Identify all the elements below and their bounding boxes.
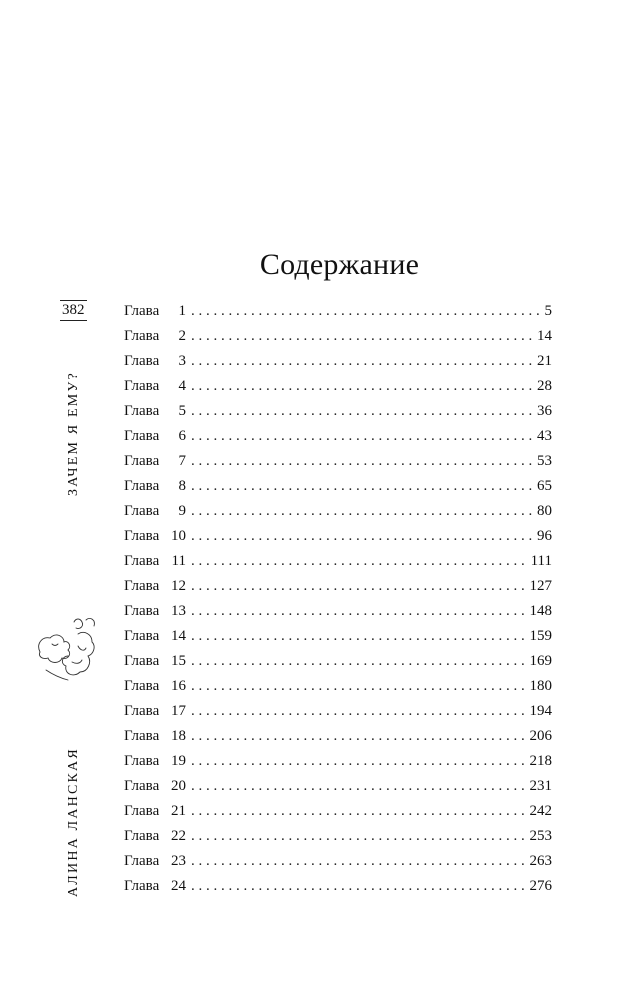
toc-chapter-number: 24	[171, 878, 186, 894]
toc-chapter-word: Глава	[124, 478, 160, 494]
toc-page-number: 263	[529, 853, 552, 869]
toc-leader-dots	[191, 803, 527, 820]
toc-entry	[124, 603, 552, 628]
toc-entry	[124, 553, 552, 578]
toc-entry	[124, 803, 552, 828]
toc-chapter-word: Глава	[124, 878, 160, 894]
toc-entry-label	[124, 528, 186, 545]
toc-chapter-word: Глава	[124, 578, 160, 594]
toc-entry-label	[124, 478, 186, 495]
toc-chapter-word: Глава	[124, 328, 160, 344]
toc-chapter-word: Глава	[124, 753, 160, 769]
toc-chapter-word: Глава	[124, 503, 160, 519]
toc-chapter-word: Глава	[124, 453, 160, 469]
toc-chapter-number: 6	[178, 428, 186, 444]
toc-leader-dots	[191, 603, 527, 620]
toc-leader-dots	[191, 578, 527, 595]
toc-chapter-word: Глава	[124, 803, 160, 819]
toc-chapter-word: Глава	[124, 678, 160, 694]
toc-entry	[124, 403, 552, 428]
toc-page-number: 36	[537, 403, 552, 419]
toc-entry-label	[124, 578, 186, 595]
toc-page-number: 242	[529, 803, 552, 819]
toc-chapter-word: Глава	[124, 378, 160, 394]
toc-entry	[124, 728, 552, 753]
toc-entry	[124, 753, 552, 778]
toc-page-number: 253	[529, 828, 552, 844]
toc-chapter-number: 14	[171, 628, 186, 644]
toc-leader-dots	[191, 778, 527, 795]
toc-leader-dots	[191, 628, 527, 645]
toc-chapter-word: Глава	[124, 628, 160, 644]
toc-entry-label	[124, 853, 186, 870]
toc-entry-label	[124, 778, 186, 795]
toc-chapter-word: Глава	[124, 353, 160, 369]
toc-leader-dots	[191, 703, 527, 720]
toc-chapter-number: 9	[178, 503, 186, 519]
toc-entry-label	[124, 628, 186, 645]
toc-entry	[124, 703, 552, 728]
toc-chapter-number: 18	[171, 728, 186, 744]
toc-entry	[124, 878, 552, 903]
toc-entry	[124, 628, 552, 653]
toc-leader-dots	[191, 553, 528, 570]
toc-entry	[124, 478, 552, 503]
toc-entry-label	[124, 303, 186, 320]
toc-page-number: 148	[529, 603, 552, 619]
toc-chapter-word: Глава	[124, 303, 160, 319]
toc-chapter-number: 8	[178, 478, 186, 494]
toc-page-number: 276	[529, 878, 552, 894]
toc-leader-dots	[191, 403, 534, 420]
toc-page-number: 53	[537, 453, 552, 469]
toc-chapter-word: Глава	[124, 428, 160, 444]
toc-page-number: 43	[537, 428, 552, 444]
toc-entry-label	[124, 603, 186, 620]
toc-leader-dots	[191, 503, 534, 520]
toc-page-number: 111	[530, 553, 552, 569]
toc-page-number: 80	[537, 503, 552, 519]
toc-entry	[124, 528, 552, 553]
toc-entry-label	[124, 353, 186, 370]
toc-page-number: 218	[529, 753, 552, 769]
toc-entry	[124, 653, 552, 678]
toc-entry	[124, 428, 552, 453]
toc-chapter-number: 16	[171, 678, 186, 694]
toc-entry-label	[124, 753, 186, 770]
toc-leader-dots	[191, 728, 527, 745]
toc-chapter-word: Глава	[124, 653, 160, 669]
toc-entry	[124, 778, 552, 803]
toc-entry-label	[124, 428, 186, 445]
toc-entry	[124, 503, 552, 528]
toc-chapter-number: 3	[178, 353, 186, 369]
toc-chapter-number: 10	[171, 528, 186, 544]
toc-chapter-number: 19	[171, 753, 186, 769]
running-title-author: АЛИНА ЛАНСКАЯ	[66, 747, 81, 897]
toc-leader-dots	[191, 378, 534, 395]
toc-entry-label	[124, 878, 186, 895]
toc-chapter-number: 1	[178, 303, 186, 319]
toc-chapter-number: 22	[171, 828, 186, 844]
toc-entry	[124, 678, 552, 703]
toc-page-number: 21	[537, 353, 552, 369]
toc-entry-label	[124, 403, 186, 420]
toc-entry-label	[124, 678, 186, 695]
toc-chapter-word: Глава	[124, 778, 160, 794]
toc-page-number: 180	[529, 678, 552, 694]
toc-entry-label	[124, 653, 186, 670]
toc-chapter-number: 17	[171, 703, 186, 719]
toc-chapter-number: 20	[171, 778, 186, 794]
toc-chapter-word: Глава	[124, 828, 160, 844]
toc-entry-label	[124, 553, 186, 570]
toc-entry-label	[124, 378, 186, 395]
toc-page-number: 5	[544, 303, 552, 319]
running-title-book: ЗАЧЕМ Я ЕМУ?	[66, 371, 81, 496]
toc-leader-dots	[191, 828, 527, 845]
toc-leader-dots	[191, 353, 534, 370]
toc-entry-label	[124, 703, 186, 720]
toc-chapter-word: Глава	[124, 728, 160, 744]
toc-chapter-word: Глава	[124, 603, 160, 619]
toc-leader-dots	[191, 328, 534, 345]
toc-entry-label	[124, 728, 186, 745]
toc-chapter-word: Глава	[124, 553, 160, 569]
toc-chapter-number: 23	[171, 853, 186, 869]
toc-page-number: 159	[529, 628, 552, 644]
table-of-contents	[124, 303, 552, 903]
toc-page-number: 206	[529, 728, 552, 744]
toc-chapter-word: Глава	[124, 403, 160, 419]
toc-page-number: 65	[537, 478, 552, 494]
toc-leader-dots	[191, 528, 534, 545]
toc-entry-label	[124, 453, 186, 470]
toc-page-number: 231	[529, 778, 552, 794]
ornament-illustration	[34, 612, 104, 688]
toc-chapter-word: Глава	[124, 528, 160, 544]
toc-entry	[124, 328, 552, 353]
toc-chapter-number: 11	[171, 553, 186, 569]
toc-entry	[124, 453, 552, 478]
toc-entry-label	[124, 803, 186, 820]
toc-page-number: 28	[537, 378, 552, 394]
toc-leader-dots	[191, 678, 527, 695]
toc-entry-label	[124, 328, 186, 345]
toc-leader-dots	[191, 853, 527, 870]
toc-page-number: 194	[529, 703, 552, 719]
toc-leader-dots	[191, 478, 534, 495]
page-title: Содержание	[259, 248, 420, 281]
toc-page-number: 169	[529, 653, 552, 669]
toc-chapter-word: Глава	[124, 853, 160, 869]
toc-page-number: 14	[537, 328, 552, 344]
toc-chapter-number: 2	[178, 328, 186, 344]
toc-leader-dots	[191, 753, 527, 770]
toc-leader-dots	[191, 428, 534, 445]
toc-chapter-number: 12	[171, 578, 186, 594]
toc-chapter-number: 15	[171, 653, 186, 669]
toc-chapter-number: 21	[171, 803, 186, 819]
toc-entry	[124, 853, 552, 878]
toc-entry-label	[124, 503, 186, 520]
toc-page-number: 127	[529, 578, 552, 594]
toc-entry	[124, 303, 552, 328]
toc-entry	[124, 828, 552, 853]
toc-chapter-word: Глава	[124, 703, 160, 719]
toc-chapter-number: 5	[178, 403, 186, 419]
toc-entry	[124, 378, 552, 403]
toc-entry	[124, 578, 552, 603]
toc-page-number: 96	[537, 528, 552, 544]
toc-leader-dots	[191, 303, 542, 320]
toc-chapter-number: 13	[171, 603, 186, 619]
toc-entry	[124, 353, 552, 378]
toc-leader-dots	[191, 878, 527, 895]
toc-chapter-number: 7	[178, 453, 186, 469]
page-number-value: 382	[60, 300, 87, 321]
toc-entry-label	[124, 828, 186, 845]
toc-chapter-number: 4	[178, 378, 186, 394]
toc-leader-dots	[191, 653, 527, 670]
page-number	[60, 300, 87, 321]
toc-leader-dots	[191, 453, 534, 470]
